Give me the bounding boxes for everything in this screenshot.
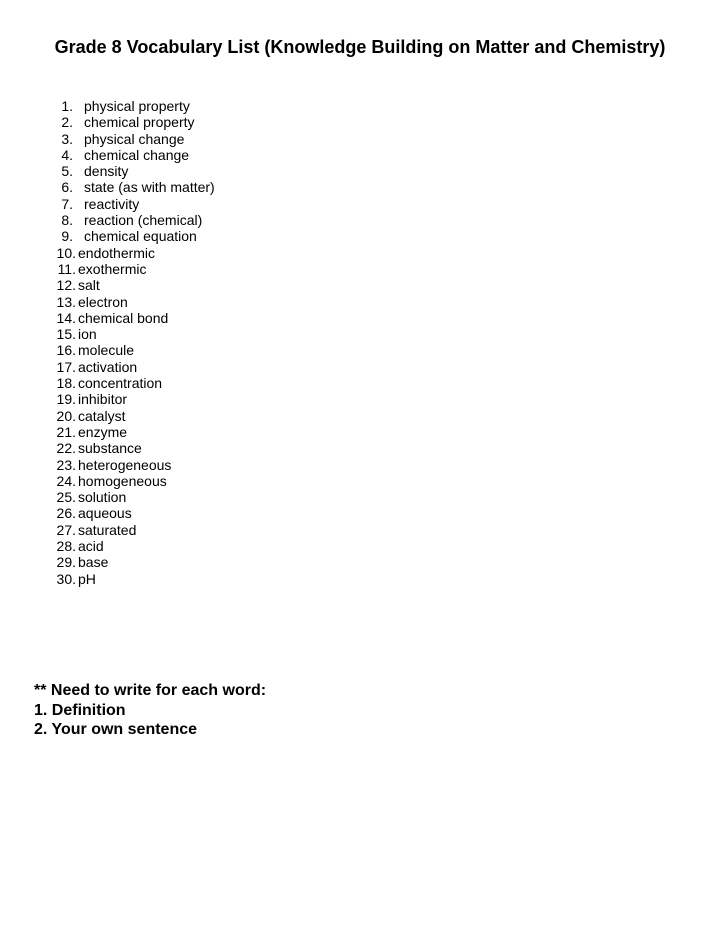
list-item bbox=[50, 147, 215, 163]
list-item-number: 10. bbox=[56, 244, 76, 261]
list-item-number: 29. bbox=[56, 554, 76, 571]
list-item-number: 8. bbox=[61, 212, 73, 229]
list-item-term: salt bbox=[78, 277, 100, 294]
list-item bbox=[50, 538, 215, 554]
list-item-number: 13. bbox=[56, 293, 76, 310]
list-item-term: chemical equation bbox=[84, 228, 197, 245]
list-item-number: 12. bbox=[56, 277, 76, 294]
list-item-term: heterogeneous bbox=[78, 456, 172, 473]
list-item bbox=[50, 473, 215, 489]
list-item-term: homogeneous bbox=[78, 472, 167, 489]
page-title: Grade 8 Vocabulary List (Knowledge Building on Matter and Chemistry) bbox=[54, 37, 666, 57]
list-item-term: ion bbox=[78, 326, 97, 343]
list-item-term: electron bbox=[78, 293, 128, 310]
list-item-number: 28. bbox=[56, 538, 76, 555]
instruction-item-sentence: 2. Your own sentence bbox=[34, 721, 198, 738]
list-item bbox=[50, 179, 215, 195]
list-item-term: aqueous bbox=[78, 505, 132, 522]
list-item bbox=[50, 359, 215, 375]
list-item bbox=[50, 571, 215, 587]
vocabulary-list bbox=[50, 98, 215, 587]
list-item-term: inhibitor bbox=[78, 391, 128, 408]
list-item-number: 24. bbox=[56, 472, 76, 489]
list-item-number: 1. bbox=[61, 98, 73, 114]
list-item bbox=[50, 310, 215, 326]
list-item bbox=[50, 212, 215, 228]
list-item-term: activation bbox=[78, 358, 138, 375]
list-item bbox=[50, 261, 215, 277]
list-item bbox=[50, 554, 215, 570]
list-item-number: 4. bbox=[61, 146, 73, 163]
list-item bbox=[50, 408, 215, 424]
instructions-heading: ** Need to write for each word: bbox=[34, 682, 267, 699]
list-item bbox=[50, 228, 215, 244]
list-item-term: endothermic bbox=[78, 244, 156, 261]
list-item-number: 19. bbox=[56, 391, 76, 408]
list-item-term: reactivity bbox=[84, 195, 140, 212]
list-item-term: pH bbox=[78, 570, 96, 587]
list-item-number: 25. bbox=[56, 489, 76, 506]
list-item-number: 16. bbox=[56, 342, 76, 359]
list-item-number: 2. bbox=[61, 114, 73, 131]
list-item-number: 15. bbox=[56, 326, 76, 343]
list-item bbox=[50, 163, 215, 179]
list-item-term: acid bbox=[78, 538, 104, 555]
list-item-number: 3. bbox=[61, 130, 73, 147]
list-item-term: physical change bbox=[84, 130, 185, 147]
list-item-number: 20. bbox=[56, 407, 76, 424]
list-item-number: 23. bbox=[56, 456, 76, 473]
instructions bbox=[34, 681, 266, 740]
list-item-number: 27. bbox=[56, 521, 76, 538]
list-item bbox=[50, 342, 215, 358]
list-item-number: 22. bbox=[56, 440, 76, 457]
list-item-term: physical property bbox=[84, 98, 190, 114]
list-item bbox=[50, 245, 215, 261]
list-item-term: enzyme bbox=[78, 423, 128, 440]
list-item-number: 26. bbox=[56, 505, 76, 522]
list-item-term: concentration bbox=[78, 375, 163, 392]
list-item-number: 7. bbox=[61, 195, 73, 212]
list-item-number: 11. bbox=[57, 260, 76, 277]
list-item bbox=[50, 522, 215, 538]
list-item-number: 21. bbox=[56, 423, 76, 440]
list-item bbox=[50, 98, 215, 114]
list-item-term: solution bbox=[78, 489, 127, 506]
list-item-term: chemical property bbox=[84, 114, 195, 131]
list-item-number: 14. bbox=[56, 309, 76, 326]
list-item-number: 30. bbox=[56, 570, 76, 587]
list-item-term: chemical change bbox=[84, 146, 190, 163]
list-item bbox=[50, 277, 215, 293]
list-item-number: 18. bbox=[56, 375, 76, 392]
list-item-term: molecule bbox=[78, 342, 135, 359]
list-item bbox=[50, 505, 215, 521]
list-item-term: reaction (chemical) bbox=[84, 212, 203, 229]
list-item bbox=[50, 375, 215, 391]
list-item bbox=[50, 391, 215, 407]
list-item-term: substance bbox=[78, 440, 142, 457]
list-item bbox=[50, 326, 215, 342]
list-item-term: catalyst bbox=[78, 407, 126, 424]
list-item bbox=[50, 114, 215, 130]
list-item bbox=[50, 489, 215, 505]
list-item-term: density bbox=[84, 163, 129, 180]
list-item bbox=[50, 294, 215, 310]
list-item bbox=[50, 457, 215, 473]
list-item-term: exothermic bbox=[78, 260, 147, 277]
list-item-term: state (as with matter) bbox=[84, 179, 215, 196]
list-item bbox=[50, 131, 215, 147]
list-item-number: 6. bbox=[61, 179, 73, 196]
list-item-term: saturated bbox=[78, 521, 137, 538]
list-item-term: chemical bond bbox=[78, 309, 169, 326]
instruction-item-definition: 1. Definition bbox=[34, 701, 126, 719]
list-item-number: 9. bbox=[61, 228, 73, 245]
list-item bbox=[50, 424, 215, 440]
list-item-term: base bbox=[78, 554, 109, 571]
list-item-number: 17. bbox=[56, 358, 76, 375]
list-item bbox=[50, 196, 215, 212]
list-item-number: 5. bbox=[61, 163, 73, 180]
list-item bbox=[50, 440, 215, 456]
